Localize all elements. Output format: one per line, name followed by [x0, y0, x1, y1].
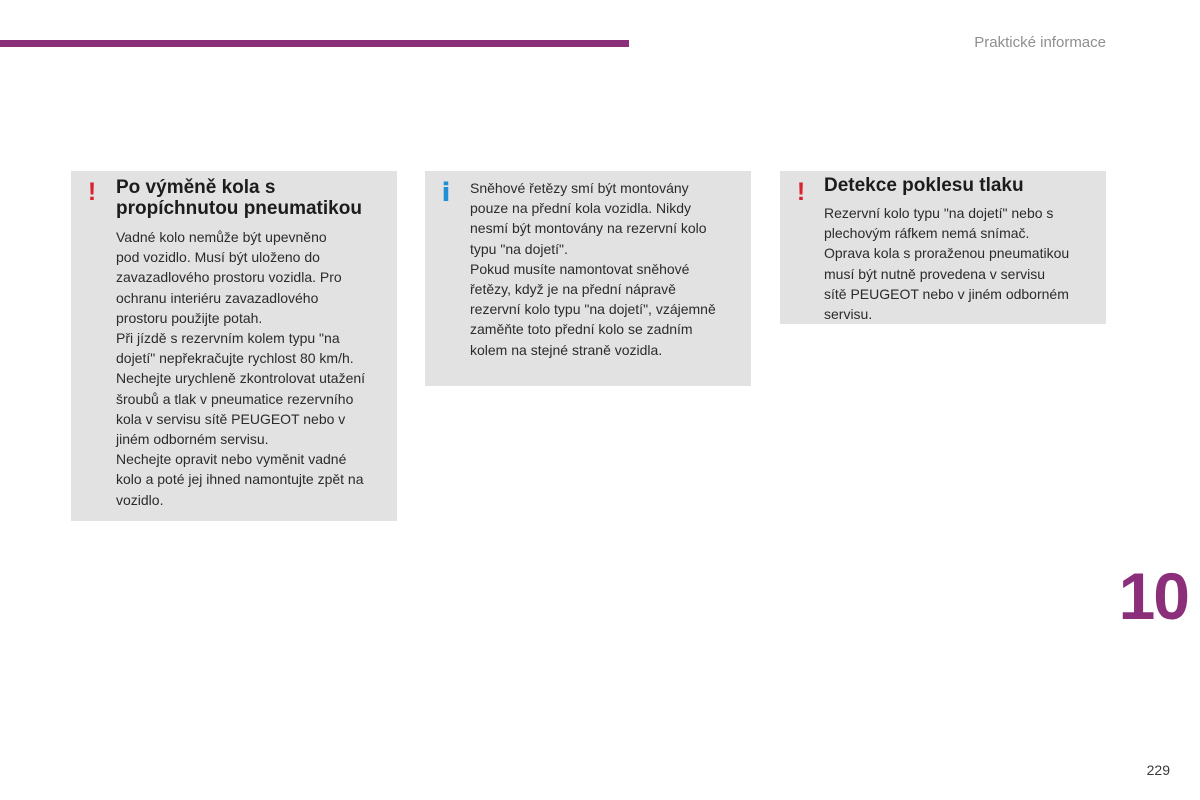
box-text: Vadné kolo nemůže být upevněno pod vozidlo. Musí být uloženo do zavazadlového prostoru vozidla. Pro ochranu interiéru zavazadlového prostoru použijte potah. Při jízdě s rezervním kolem typu "na dojetí" nepřekračujte rychlost 80 km/h. Nechejte urychleně zkontrolovat utažení šroubů a tlak v pneumatice rezervního kola v servisu sítě PEUGEOT nebo v jiném odborném servisu. Nechejte opravit nebo vyměnit vadné kolo a poté jej ihned namontujte zpět na vozidlo. [116, 229, 366, 508]
section-title: Praktické informace [974, 34, 1106, 51]
header-accent-bar [0, 40, 629, 47]
warning-box-pressure-detection [780, 171, 1106, 324]
warning-exclamation-icon: ! [796, 178, 806, 206]
box-heading: Detekce poklesu tlaku [824, 175, 1024, 196]
info-icon: i [441, 178, 451, 208]
page-number: 229 [1146, 762, 1170, 778]
chapter-number: 10 [1118, 559, 1188, 633]
box-text: Rezervní kolo typu "na dojetí" nebo s plechovým ráfkem nemá snímač. Oprava kola s proraženou pneumatikou musí být nutně provedena v servisu sítě PEUGEOT nebo v jiném odborném servisu. [824, 205, 1070, 323]
warning-exclamation-icon: ! [87, 178, 97, 206]
box-heading: Po výměně kola s propíchnutou pneumatikou [116, 177, 362, 219]
warning-box-wheel-change [71, 171, 397, 521]
info-box-snow-chains [425, 171, 751, 386]
box-text: Sněhové řetězy smí být montovány pouze na přední kola vozidla. Nikdy nesmí být montovány na rezervní kolo typu "na dojetí". Pokud musíte namontovat sněhové řetězy, když je na přední nápravě rezervní kolo typu "na dojetí", vzájemně zaměňte toto přední kolo se zadním kolem na stejné straně vozidla. [470, 180, 716, 358]
